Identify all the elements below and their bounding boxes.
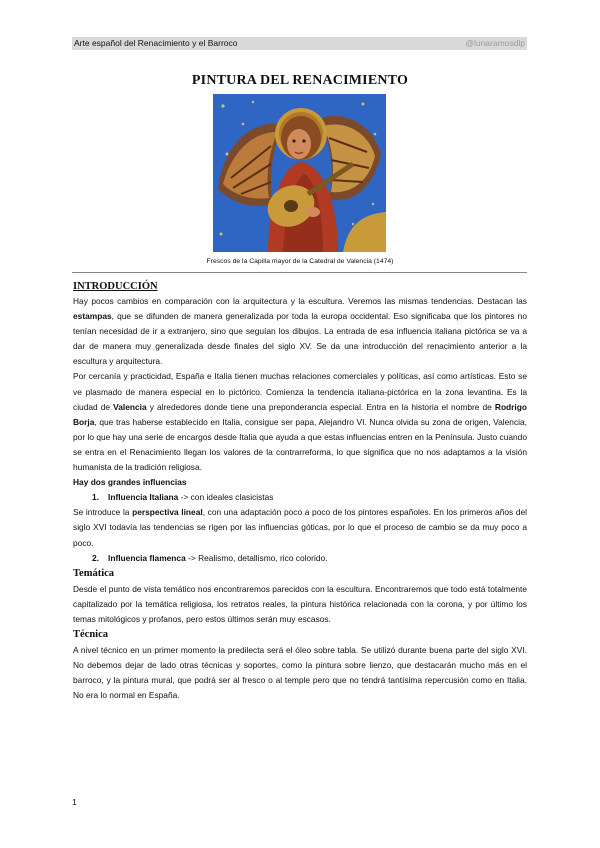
page-header <box>72 37 527 50</box>
intro-heading: INTRODUCCIÓN <box>73 281 158 292</box>
tematica-heading: Temática <box>73 567 115 579</box>
page-title: PINTURA DEL RENACIMIENTO <box>191 73 409 88</box>
tecnica-heading: Técnica <box>73 628 108 640</box>
intro-paragraph-2: Por cercanía y practicidad, España e Italia tienen muchas relaciones comerciales y políticas, así como artísticas. Esto se ve plasmado de manera especial en lo pictórico. Comienza la tendencia italiana-pictórica en la zona levantina. Es la ciudad de Valencia y alrededores donde tiene una preponderancia especial. Entra en la historia el nombre de Rodrigo Borja, que tras haberse establecido en Italia, consigue ser papa, Alejandro VI. Nunca olvida su zona de origen, Valencia, por lo que hay una serie de encargos desde Italia que ayuda a que estas influencias entren en la Península. Justo cuando se entra en el Renacimiento llegan los valores de la contrarreforma, lo que significa que no nos adaptamos a la visión humanista de la tradición religiosa. <box>73 371 527 473</box>
intro-paragraph-1: Hay pocos cambios en comparación con la arquitectura y la escultura. Veremos las mismas tendencias. Destacan las estampas, que se difunden de manera generalizada por toda la europa occidental. Eso significaba que los pintores no tenían necesidad de ir a extranjero, sino que seguían los dibujos. La entrada de esa influencia italiana pictórica se va a dar de manera muy generalizada desde finales del siglo XV. Se da una introducción del renacimiento anterior a la escultura y arquitectura. <box>73 296 527 367</box>
header-document-title: Arte español del Renacimiento y el Barroco <box>74 38 238 48</box>
figure-caption: Frescos de la Capilla mayor de la Catedral de Valencia (1474) <box>206 258 394 265</box>
angel-musician-fresco <box>213 94 386 252</box>
divider <box>72 272 527 273</box>
intro-paragraph-3: Se introduce la perspectiva lineal, con una adaptación poco a poco de los pintores españoles. En los primeros años del siglo XVI todavía las tendencias se rigen por las influencias góticas, por lo que el proceso de cambio se da muy poco a poco. <box>73 507 527 548</box>
header-author-handle: @lunaramosdlp <box>465 38 525 48</box>
fresco-image <box>213 94 386 252</box>
list-item-italian: 1. Influencia Italiana -> con ideales clasicistas <box>92 492 274 503</box>
tecnica-paragraph: A nivel técnico en un primer momento la predilecta será el óleo sobre tabla. Se utilizó durante buena parte del siglo XVI. No debemos dejar de lado otras técnicas y soportes, como la pintura sobre lienzo, que destacarán mucho más en el barroco, y la pintura mural, que podrá ser al fresco o al temple pero que no tendrá tantísima repercusión como en Italia. No era lo normal en España. <box>73 644 527 701</box>
list-item-flemish: 2. Influencia flamenca -> Realismo, detallismo, rico colorido. <box>92 552 328 563</box>
influences-heading: Hay dos grandes influencias <box>73 477 187 488</box>
tematica-paragraph: Desde el punto de vista temático nos encontraremos parecidos con la escultura. Encontraremos que todo está totalmente capitalizado por la temática religiosa, los retratos reales, la pintura histórica relacionada con la corona, y por último los temas mitológicos y profanos, pero estos últimos serán muy escasos. <box>73 583 527 624</box>
page-number: 1 <box>72 797 77 807</box>
document-body <box>73 279 527 703</box>
